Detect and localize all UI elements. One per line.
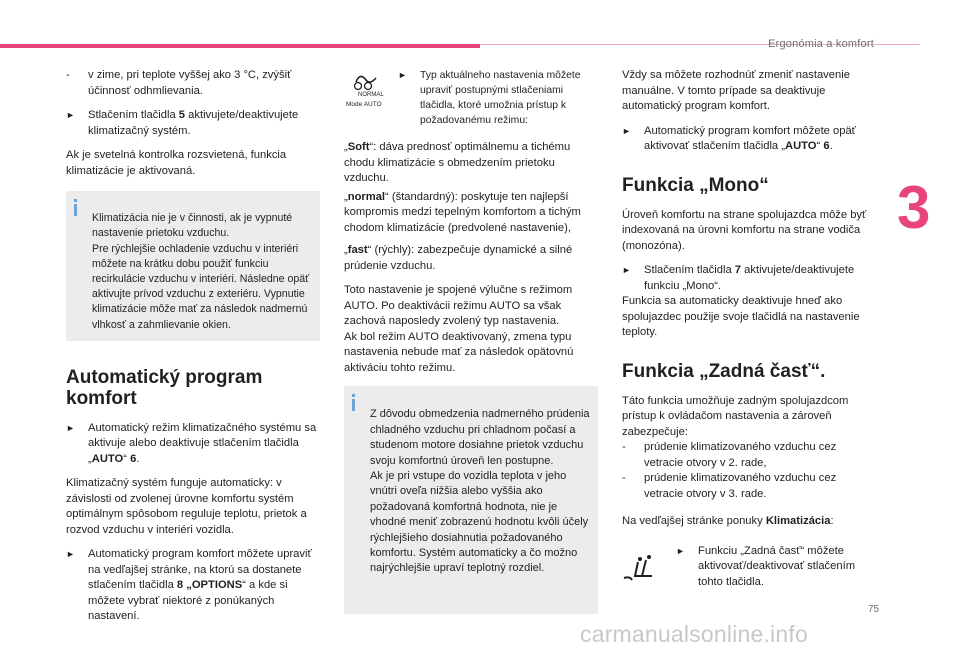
rear-seat-icon [622,554,660,586]
dash-item: - v zime, pri teplote vyššej ako 3 °C, zvýšiť účinnosť odhmlievania. [66,69,292,97]
paragraph-fast: „fast“ (rýchly): zabezpečuje dynamické a silné prúdenie vzduchu. [344,244,573,272]
paragraph-normal: „normal“ (štandardný): poskytuje ten najlepší kompromis medzi tepelným komfortom a tichým chodom klimatizácie (predvolené nastavenie), [344,190,581,234]
mode-icon-label-top: NORMAL [358,92,384,98]
mode-icon-label-bottom: Mode AUTO [346,101,382,108]
section-heading: Automatický program komfort [66,366,263,409]
paragraph: Na vedľajšej stránke ponuky Klimatizácia: [622,515,834,527]
page-number: 75 [868,604,880,615]
paragraph: Ak je svetelná kontrolka rozsvietená, funkcia klimatizácie je aktivovaná. [66,149,287,177]
arrow-bullet-icon: ► [66,549,75,560]
bullet-item: ► Automatický režim klimatizačného systému sa aktivuje alebo deaktivuje stlačením tlačidla „AUTO“ 6. [66,421,317,465]
arrow-bullet-icon: ► [66,422,75,433]
paragraph: Úroveň komfortu na strane spolujazdca môže byť indexovaná na úrovni komfortu na strane vodiča (monozóna). [622,208,867,252]
bullet-item: ► Automatický program komfort môžete opäť aktivovať stlačením tlačidla „AUTO“ 6. [622,124,856,152]
chapter-number: 3 [897,174,931,241]
bullet-item: ► Typ aktuálneho nastavenia môžete upraviť postupnými stlačeniami tlačidla, ktoré umožnia prístup k požadovanému režimu: [398,70,581,126]
arrow-bullet-icon: ► [66,110,75,120]
column-right [622,68,870,599]
bullet-item: ► Funkciu „Zadná časť“ môžete aktivovať/deaktivovať stlačením tohto tlačidla. [676,544,856,588]
bullet-item: ► Automatický program komfort môžete upraviť na vedľajšej stránke, na ktorú sa dostanete stlačením tlačidla 8 „OPTIONS“ a kde si môžete vybrať niektoré z ponúkaných nastavení. [66,548,312,623]
paragraph: Funkcia sa automaticky deaktivuje hneď ako spolujazdec použije svoje tlačidlá na nastavenie teploty. [622,295,860,338]
heading-rear: Funkcia „Zadná časť“. [622,360,826,382]
info-icon [74,199,77,216]
header-accent-bar [0,44,480,48]
column-left [66,68,320,634]
arrow-bullet-icon: ► [622,125,631,136]
bullet-item: ► Stlačením tlačidla 7 aktivujete/deaktivujete funkciu „Mono“. [622,264,855,292]
paragraph: Vždy sa môžete rozhodnúť zmeniť nastavenie manuálne. V tomto prípade sa deaktivuje automatický program komfort. [622,69,850,112]
info-box: Z dôvodu obmedzenia nadmerného prúdenia chladného vzduchu pri chladnom počasí a studenom motore dosiahne prietok vzduchu svoju komfortnú úroveň len postupne. Ak je pri vstupe do vozidla teplota v jeho vnútri oveľa nižšia alebo vyššia ako požadovaná komfortná hodnota, nie je vhodné meniť zobrazenú hodnotu kvôli účely rýchlejšieho dosiahnutia požadovaného komfortu. Systém automaticky a čo možno najrýchlejšie upraví teplotný rozdiel. [344,386,598,614]
arrow-bullet-icon: ► [622,265,631,275]
column-middle [344,68,598,614]
paragraph: Klimatizačný systém funguje automaticky: v závislosti od zvolenej úrovne komfortu systém optimálnym spôsobom reguluje teplotu, prietok a rozvod vzduchu v interiéri vozidla. [66,477,307,536]
info-icon [352,394,355,411]
paragraph-soft: „Soft“: dáva prednosť optimálnemu a tichému chodu klimatizácie s obmedzením prietoku vzduchu. [344,141,571,184]
paragraph: Táto funkcia umožňuje zadným spolujazdcom prístup k ovládačom nastavenia a zároveň zabezpečuje: [622,394,849,438]
info-box: Klimatizácia nie je v činnosti, ak je vypnuté nastavenie prietoku vzduchu. Pre rýchlejšie ochladenie vzduchu v interiéri môžete na krátku dobu použiť funkciu recirkulácie vzduchu v interiéri. Následne opäť aktivujte prívod vzduchu z exteriéru. Vypnutie klimatizácie môže mať za následok nadmernú vlhkosť a zahmlievanie okien. [66,191,320,341]
paragraph: Toto nastavenie je spojené výlučne s režimom AUTO. Po deaktivácii režimu AUTO sa však zachová naposledy zvolený typ nastavenia. Ak bol režim AUTO deaktivovaný, zmena typu nastavenia nebude mať za následok opätovnú aktiváciu tohto režimu. [344,284,574,374]
dash-item: - prúdenie klimatizovaného vzduchu cez vetracie otvory v 3. rade. [622,472,837,500]
heading-mono: Funkcia „Mono“ [622,174,769,196]
arrow-bullet-icon: ► [398,70,407,80]
section-title: Ergonómia a komfort [768,38,874,50]
bullet-item: ► Stlačením tlačidla 5 aktivujete/deaktivujete klimatizačný systém. [66,109,299,137]
arrow-bullet-icon: ► [676,545,685,556]
watermark: carmanualsonline.info [580,621,808,647]
dash-item: - prúdenie klimatizovaného vzduchu cez vetracie otvory v 2. rade, [622,441,837,469]
